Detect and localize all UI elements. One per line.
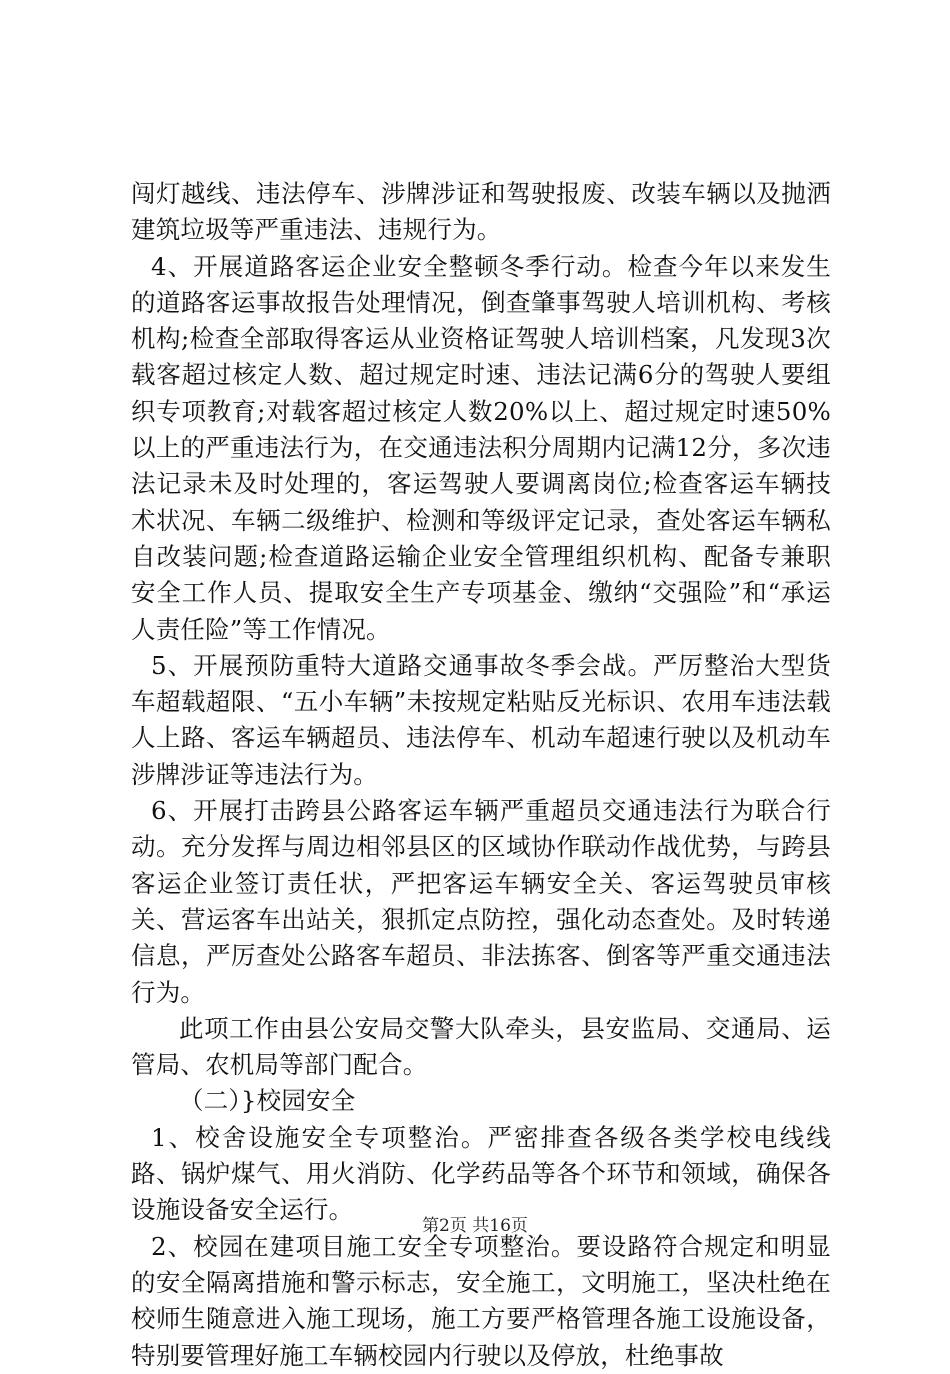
paragraph-continuation: 闯灯越线、违法停车、涉牌涉证和驾驶报废、改装车辆以及抛洒建筑垃圾等严重违法、违规行为。 <box>131 179 831 245</box>
paragraph-campus-item-1: 1、校舍设施安全专项整治。严密排查各级各类学校电线线路、锅炉煤气、用火消防、化学药品等各个环节和领域，确保各设施设备安全运行。 <box>131 1122 831 1225</box>
paragraph-item-6: 6、开展打击跨县公路客运车辆严重超员交通违法行为联合行动。充分发挥与周边相邻县区的区域协作联动作战优势，与跨县客运企业签订责任状，严把客运车辆安全关、客运驾驶员审核关、营运客车出站关，狠抓定点防控，强化动态查处。及时转递信息，严厉查处公路客车超员、非法拣客、倒客等严重交通违法行为。 <box>131 796 831 1007</box>
paragraph-item-4: 4、开展道路客运企业安全整顿冬季行动。检查今年以来发生的道路客运事故报告处理情况，倒查肇事驾驶人培训机构、考核机构;检查全部取得客运从业资格证驾驶人培训档案，凡发现3次载客超过核定人数、超过规定时速、违法记满6分的驾驶人要组织专项教育;对载客超过核定人数20%以上、超过规定时速50%以上的严重违法行为，在交通违法积分周期内记满12分，多次违法记录未及时处理的，客运驾驶人要调离岗位;检查客运车辆技术状况、车辆二级维护、检测和等级评定记录，查处客运车辆私自改装问题;检查道路运输企业安全管理组织机构、配备专兼职安全工作人员、提取安全生产专项基金、缴纳“交强险”和“承运人责任险”等工作情况。 <box>131 251 831 644</box>
paragraph-item-5: 5、开展预防重特大道路交通事故冬季会战。严厉整治大型货车超载超限、“五小车辆”未按规定粘贴反光标识、农用车违法载人上路、客运车辆超员、违法停车、机动车超速行驶以及机动车涉牌涉证等违法行为。 <box>131 650 831 789</box>
page-number-footer: 第2页 共16页 <box>422 1216 528 1236</box>
paragraph-campus-item-2: 2、校园在建项目施工安全专项整治。要设路符合规定和明显的安全隔离措施和警示标志，安全施工，文明施工，坚决杜绝在校师生随意进入施工现场，施工方要严格管理各施工设施设备，特别要管理好施工车辆校园内行驶以及停放，杜绝事故 <box>131 1231 831 1370</box>
paragraph-responsibility: 此项工作由县公安局交警大队牵头，县安监局、交通局、运管局、农机局等部门配合。 <box>131 1013 831 1080</box>
document-body <box>131 176 831 1374</box>
section-heading-campus-safety: （二）}校园安全 <box>179 1086 356 1116</box>
